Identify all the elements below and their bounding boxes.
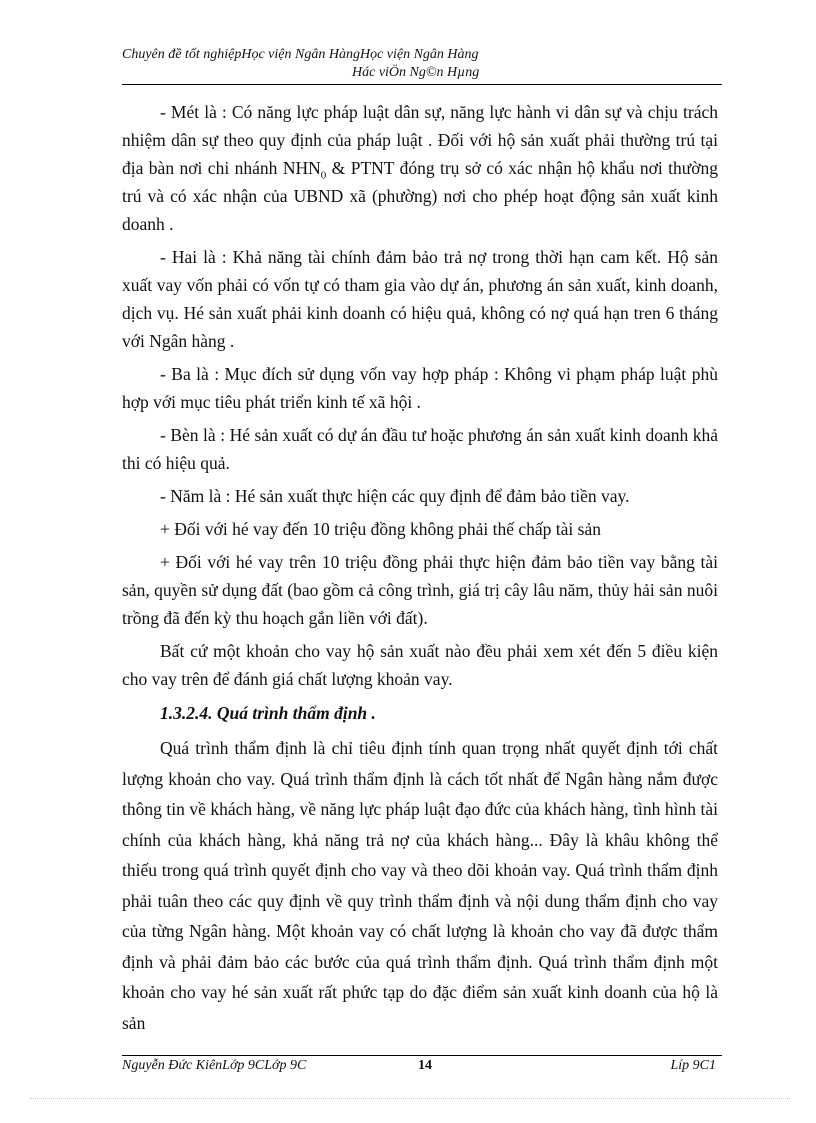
section-heading: 1.3.2.4. Quá trình thẩm định . [160,703,376,723]
page-header [122,46,722,82]
paragraph-collateral-over-10m: + Đối với hé vay trên 10 triệu đồng phải thực hiện đảm bảo tiền vay bằng tài sản, quyền sử dụng đất (bao gồm cả công trình, giá trị cây lâu năm, thủy hải sản nuôi trồng đã đến kỳ thu hoạch gắn liền với đất). [122,552,718,628]
header-divider [122,84,722,85]
paragraph-condition-4: - Bèn là : Hé sản xuất có dự án đầu tư hoặc phương án sản xuất kinh doanh khả thi có hiệu quả. [122,425,718,473]
page-bottom-border [30,1098,790,1099]
paragraph-condition-1: - Mét là : Có năng lực pháp luật dân sự, năng lực hành vi dân sự và chịu trách nhiệm dân sự theo quy định của pháp luật . Đối với hộ sản xuất phải thường trú tại địa bàn nơi chi nhánh $NHN_0$ & PTNT đóng trụ sở có xác nhận hộ khẩu nơi thường trú và có xác nhận của UBND xã (phường) nơi cho phép hoạt động sản xuất kinh doanh . [122,102,718,234]
paragraph-collateral-under-10m: + Đối với hé vay đến 10 triệu đồng không phải thế chấp tài sản [160,519,601,539]
footer-divider [122,1055,722,1056]
header-subtitle: Hác viÖn Ng©n Hµng [352,65,480,80]
page-number: 14 [418,1058,432,1073]
paragraph-appraisal: Quá trình thẩm định là chỉ tiêu định tính quan trọng nhất quyết định tới chất lượng khoản cho vay. Quá trình thẩm định là cách tốt nhất để Ngân hàng nắm được thông tin về khách hàng, về năng lực pháp luật đạo đức của khách hàng, tình hình tài chính của khách hàng, khả năng trả nợ của khách hàng... Đây là khâu không thể thiếu trong quá trình quyết định cho vay và theo dõi khoản vay. Quá trình thẩm định phải tuân theo các quy định về quy trình thẩm định và nội dung thẩm định cho vay của từng Ngân hàng. Một khoản vay có chất lượng là khoản cho vay đã được thẩm định và phải đảm bảo các bước của quá trình thẩm định. Quá trình thẩm định một khoản cho vay hé sản xuất rất phức tạp do đặc điểm sản xuất kinh doanh của hộ là sản [122,738,718,1033]
footer-class: Líp 9C1 [670,1058,716,1073]
paragraph-condition-3: - Ba là : Mục đích sử dụng vốn vay hợp pháp : Không vi phạm pháp luật phù hợp với mục tiêu phát triển kinh tế xã hội . [122,364,718,412]
paragraph-condition-5: - Năm là : Hé sản xuất thực hiện các quy định để đảm bảo tiền vay. [160,486,630,506]
footer-author: Nguyễn Đức KiênLớp 9CLớp 9C [122,1058,307,1073]
page-footer [122,1058,722,1078]
page-body [122,98,718,1038]
paragraph-condition-2: - Hai là : Khả năng tài chính đảm bảo trả nợ trong thời hạn cam kết. Hộ sản xuất vay vốn phải có vốn tự có tham gia vào dự án, phương án sản xuất, kinh doanh, dịch vụ. Hé sản xuất phải kinh doanh có hiệu quả, không có nợ quá hạn tren 6 tháng với Ngân hàng . [122,247,718,351]
header-title: Chuyên đề tốt nghiệpHọc viện Ngân HàngHọc viện Ngân Hàng [122,47,479,62]
paragraph-summary: Bất cứ một khoản cho vay hộ sản xuất nào đều phải xem xét đến 5 điều kiện cho vay trên để đánh giá chất lượng khoản vay. [122,641,718,689]
